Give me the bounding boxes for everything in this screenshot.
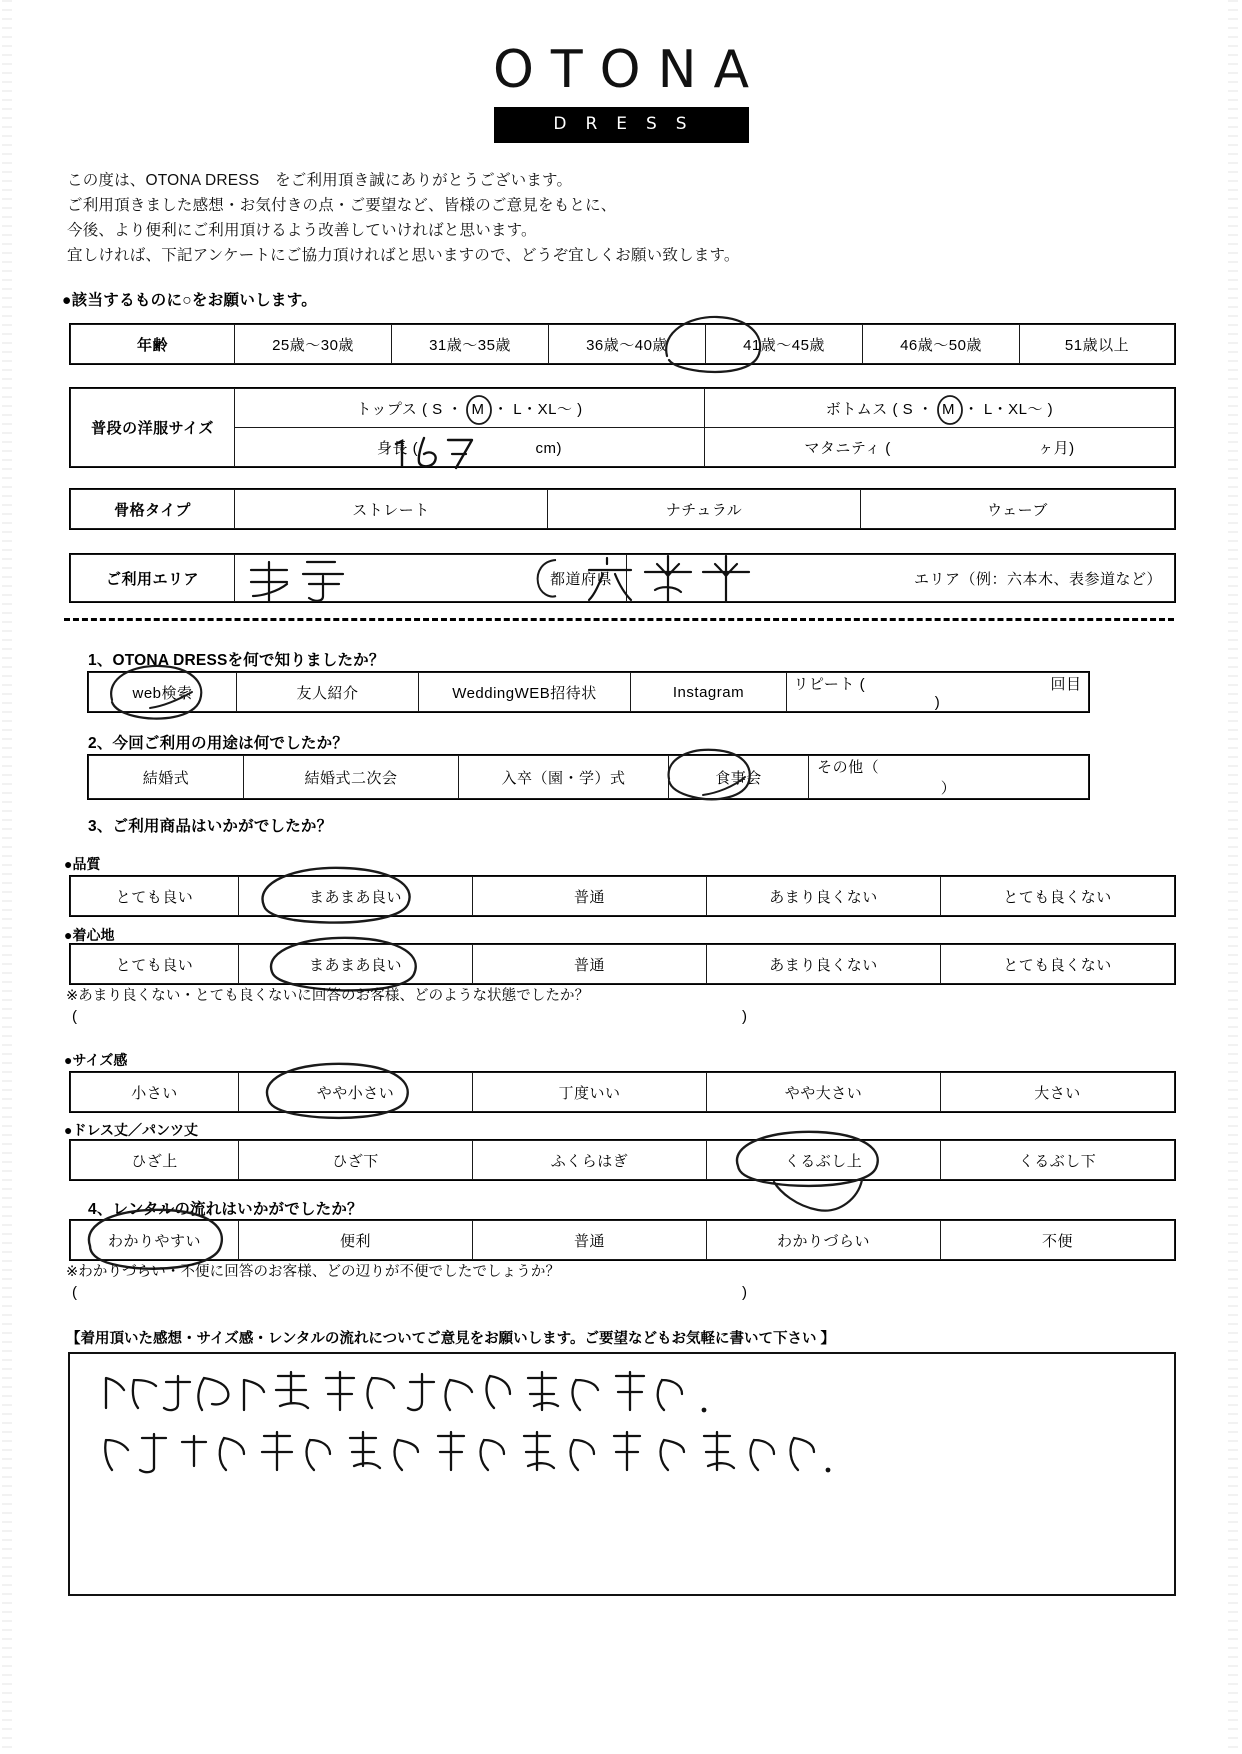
q4-option-4[interactable]: 不便 (941, 1221, 1175, 1260)
q3-length-option-3[interactable]: くるぶし上 (707, 1141, 941, 1180)
age-table (70, 324, 1175, 364)
q4-table (70, 1220, 1175, 1260)
instruction-text: 該当するものに○をお願いします。 (71, 292, 318, 309)
q4-option-1[interactable]: 便利 (239, 1221, 473, 1260)
comment-textarea[interactable] (68, 1352, 1176, 1596)
q3-length-option-4[interactable]: くるぶし下 (941, 1141, 1175, 1180)
bottoms-size-cell[interactable] (705, 389, 1175, 428)
table-row (71, 1073, 1175, 1112)
brand-logo (0, 40, 1242, 143)
area-hint-cell[interactable] (627, 555, 1175, 602)
maternity-unit: ヶ月) (1038, 439, 1075, 457)
body-type-table (70, 489, 1175, 529)
q3-length-option-2[interactable]: ふくらはぎ (473, 1141, 707, 1180)
q4-heading: 4、レンタルの流れはいかがでしたか？ (88, 1201, 363, 1218)
q3-comfort-option-2[interactable]: 普通 (473, 945, 707, 984)
q4-option-0[interactable]: わかりやすい (71, 1221, 239, 1260)
age-option-2[interactable]: 36歳〜40歳 (549, 325, 706, 364)
q1-repeat-label-post: 回目 ) (934, 676, 1082, 711)
prefecture-cell[interactable] (235, 555, 627, 602)
q1-option-2[interactable]: WeddingWEB招待状 (419, 673, 631, 712)
q2-other-label: その他（ (817, 759, 880, 776)
q2-other-cell[interactable] (809, 756, 1089, 799)
q3-comfort-note: ※あまり良くない・とても良くないに回答のお客様、どのような状態でしたか？ (66, 988, 590, 1004)
table-row (71, 555, 1175, 602)
scan-edge-left (2, 0, 12, 1754)
section-divider (64, 618, 1174, 621)
q2-heading: 2、今回ご利用の用途は何でしたか？ (88, 735, 349, 752)
instruction-bullet-icon: ● (62, 292, 72, 309)
q3-heading: 3、ご利用商品はいかがでしたか？ (88, 818, 333, 835)
q3-fit-table (70, 1072, 1175, 1112)
q3-quality-option-2[interactable]: 普通 (473, 877, 707, 916)
q3-comfort-option-4[interactable]: とても良くない (941, 945, 1175, 984)
bottoms-suffix: ・ L・XL〜 ) (963, 400, 1054, 418)
table-row (71, 945, 1175, 984)
q3-comfort-option-1[interactable]: まあまあ良い (239, 945, 473, 984)
prefecture-unit-label: 都道府県 (549, 570, 612, 588)
q3-comfort-table (70, 944, 1175, 984)
age-option-3[interactable]: 41歳〜45歳 (706, 325, 863, 364)
age-option-5[interactable]: 51歳以上 (1020, 325, 1175, 364)
q3-comfort-option-3[interactable]: あまり良くない (707, 945, 941, 984)
q3-length-option-0[interactable]: ひざ上 (71, 1141, 239, 1180)
table-row (71, 490, 1175, 529)
tops-prefix: トップス ( S ・ (356, 400, 463, 418)
q1-option-3[interactable]: Instagram (631, 673, 787, 712)
clothing-size-table (70, 388, 1175, 467)
maternity-label: マタニティ ( (804, 439, 891, 457)
q3-length-table (70, 1140, 1175, 1180)
q3-fit-option-2[interactable]: 丁度いい (473, 1073, 707, 1112)
age-option-1[interactable]: 31歳〜35歳 (392, 325, 549, 364)
bottoms-prefix: ボトムス ( S ・ (825, 400, 934, 418)
logo-dress-text: DRESS (494, 107, 749, 143)
q3-fit-option-3[interactable]: やや大さい (707, 1073, 941, 1112)
q2-table (88, 755, 1089, 799)
intro-line-2: ご利用頂きました感想・お気付きの点・ご要望など、皆様のご意見をもとに、 (67, 197, 617, 214)
table-row (89, 756, 1089, 799)
table-row (71, 325, 1175, 364)
q1-option-0[interactable]: web検索 (89, 673, 237, 712)
comment-heading: 【着用頂いた感想・サイズ感・レンタルの流れについてご意見をお願いします。ご要望などもお気軽に書いて下さい 】 (66, 1331, 835, 1347)
height-label: 身長 ( (376, 439, 419, 457)
height-cell[interactable] (235, 428, 705, 467)
q2-option-1[interactable]: 結婚式二次会 (244, 756, 459, 799)
table-row (71, 389, 1175, 428)
q1-table (88, 672, 1089, 712)
q1-option-1[interactable]: 友人紹介 (237, 673, 419, 712)
q3-quality-option-4[interactable]: とても良くない (941, 877, 1175, 916)
q3-quality-option-1[interactable]: まあまあ良い (239, 877, 473, 916)
q4-option-2[interactable]: 普通 (473, 1221, 707, 1260)
q3-quality-bullet-label: ●品質 (64, 856, 101, 872)
body-type-option-2[interactable]: ウェーブ (861, 490, 1175, 529)
height-unit: cm) (535, 439, 562, 457)
q3-quality-table (70, 876, 1175, 916)
scan-edge-right (1228, 0, 1238, 1754)
q3-fit-bullet-label: ●サイズ感 (64, 1052, 128, 1068)
area-label: ご利用エリア (71, 555, 235, 602)
table-row (71, 877, 1175, 916)
q3-fit-option-1[interactable]: やや小さい (239, 1073, 473, 1112)
q2-other-close: ） (940, 780, 957, 797)
age-label: 年齢 (71, 325, 235, 364)
clothing-size-label: 普段の洋服サイズ (71, 389, 235, 467)
tops-size-circle-mark (464, 394, 494, 426)
q3-comfort-option-0[interactable]: とても良い (71, 945, 239, 984)
bottoms-size-circle-mark (935, 394, 965, 426)
body-type-option-1[interactable]: ナチュラル (548, 490, 861, 529)
q3-length-option-1[interactable]: ひざ下 (239, 1141, 473, 1180)
tops-size-cell[interactable] (235, 389, 705, 428)
tops-suffix: ・ L・XL〜 ) (493, 400, 583, 418)
table-row (71, 1221, 1175, 1260)
q4-answer-close: ) (742, 1284, 747, 1301)
table-row (71, 428, 1175, 467)
intro-line-4: 宜しければ、下記アンケートにご協力頂ければと思いますので、どうぞ宜しくお願い致します。 (67, 247, 740, 264)
logo-otona-text: OTONA (492, 40, 767, 100)
intro-line-1: この度は、OTONA DRESS をご利用頂き誠にありがとうございます。 (67, 172, 573, 189)
q3-fit-option-4[interactable]: 大さい (941, 1073, 1175, 1112)
q4-answer-open: ( (72, 1284, 77, 1301)
intro-line-3: 今後、より便利にご利用頂けるよう改善していければと思います。 (67, 222, 537, 239)
table-row (71, 1141, 1175, 1180)
body-type-label: 骨格タイプ (71, 490, 235, 529)
q2-option-2[interactable]: 入卒（園・学）式 (459, 756, 669, 799)
q4-option-3[interactable]: わかりづらい (707, 1221, 941, 1260)
area-hint-label: エリア（例：六本木、表参道など） (913, 570, 1162, 588)
q3-fit-option-0[interactable]: 小さい (71, 1073, 239, 1112)
q3-comfort-answer-open: ( (72, 1008, 77, 1025)
age-option-4[interactable]: 46歳〜50歳 (863, 325, 1020, 364)
body-type-option-0[interactable]: ストレート (235, 490, 548, 529)
q2-option-0[interactable]: 結婚式 (89, 756, 244, 799)
q3-length-bullet-label: ●ドレス丈／パンツ丈 (64, 1122, 199, 1138)
q2-option-3[interactable]: 食事会 (669, 756, 809, 799)
intro-paragraph (67, 168, 740, 268)
bottoms-selected-size: M (941, 400, 955, 418)
age-option-0[interactable]: 25歳〜30歳 (235, 325, 392, 364)
table-row (89, 673, 1089, 712)
q3-quality-option-0[interactable]: とても良い (71, 877, 239, 916)
q3-comfort-bullet-label: ●着心地 (64, 927, 115, 943)
area-table (70, 554, 1175, 602)
prefecture-circle-mark (534, 556, 570, 600)
q1-repeat-label-pre: リピート ( (793, 676, 866, 693)
q1-heading: 1、OTONA DRESSを何で知りましたか？ (88, 652, 385, 669)
instruction-line (62, 288, 317, 310)
q1-repeat-cell[interactable] (787, 673, 1089, 712)
q4-note: ※わかりづらい・不便に回答のお客様、どの辺りが不便でしたでしょうか？ (66, 1264, 561, 1280)
tops-selected-size: M (471, 400, 485, 418)
maternity-cell[interactable] (705, 428, 1175, 467)
q3-quality-option-3[interactable]: あまり良くない (707, 877, 941, 916)
q3-comfort-answer-close: ) (742, 1008, 747, 1025)
